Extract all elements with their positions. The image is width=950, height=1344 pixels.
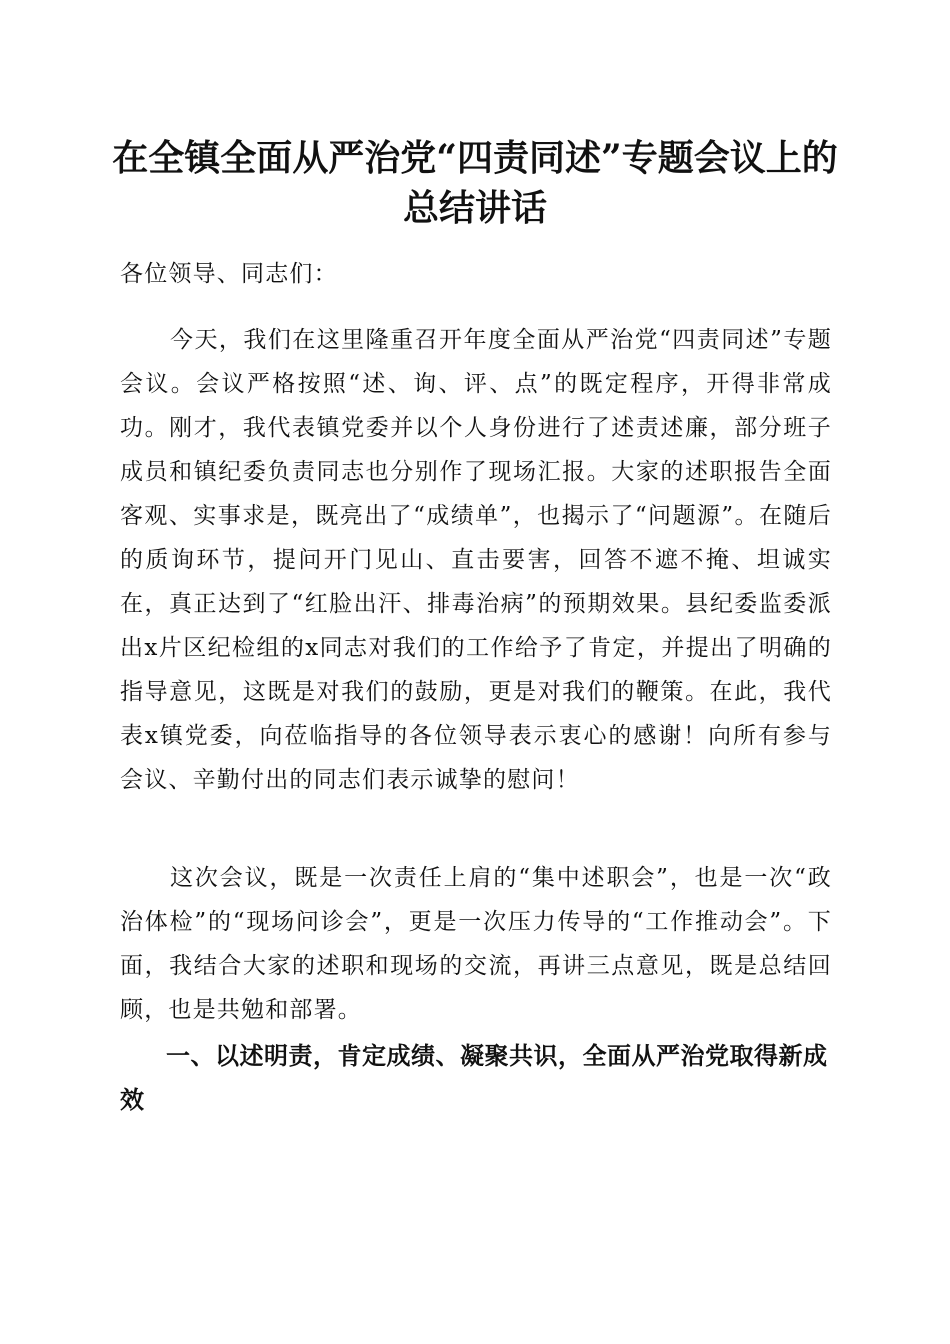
paragraph-opening: 今天，我们在这里隆重召开年度全面从严治党“四责同述”专题会议。会议严格按照“述、询、评、点”的既定程序，开得非常成功。刚才，我代表镇党委并以个人身份进行了述责述廉，部分班子成员和镇纪委负责同志也分别作了现场汇报。大家的述职报告全面客观、实事求是，既亮出了“成绩单”，也揭示了“问题源”。在随后的质询环节，提问开门见山、直击要害，回答不遮不掩、坦诚实在，真正达到了“红脸出汗、排毒治病”的预期效果。县纪委监委派出x片区纪检组的x同志对我们的工作给予了肯定，并提出了明确的指导意见，这既是对我们的鼓励，更是对我们的鞭策。在此，我代表x镇党委，向莅临指导的各位领导表示衷心的感谢！向所有参与会议、辛勤付出的同志们表示诚挚的慰问！ (120, 327, 832, 793)
salutation: 各位领导、同志们： (120, 261, 338, 287)
section-heading-one: 一、以述明责，肯定成绩、凝聚共识，全面从严治党取得新成效 (120, 1042, 828, 1114)
document-title: 在全镇全面从严治党“四责同述”专题会议上的总结讲话 (112, 137, 838, 229)
paragraph-overview: 这次会议，既是一次责任上肩的“集中述职会”，也是一次“政治体检”的“现场问诊会”，更是一次压力传导的“工作推动会”。下面，我结合大家的述职和现场的交流，再讲三点意见，既是总结回顾，也是共勉和部署。 (120, 865, 832, 1023)
